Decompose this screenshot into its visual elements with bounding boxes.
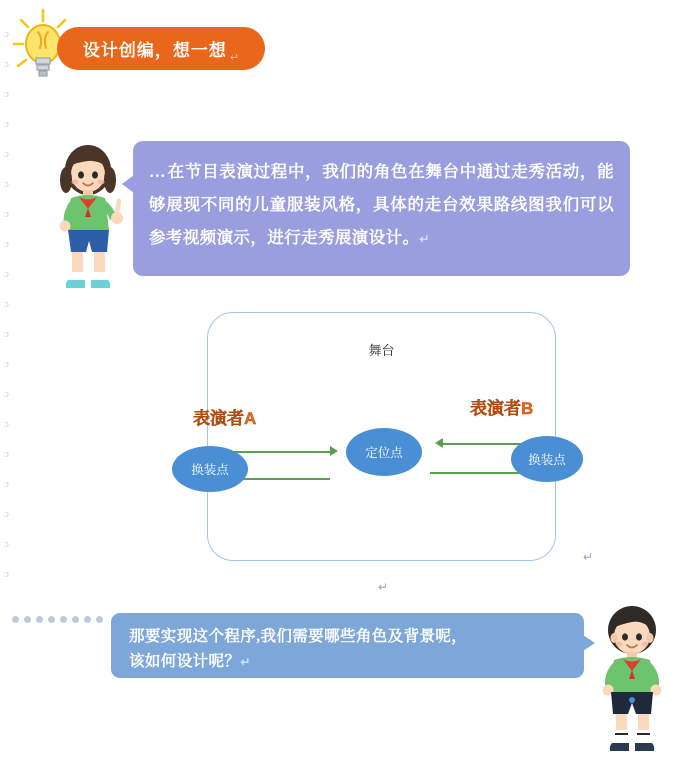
return-mark-1: ↵	[583, 550, 594, 564]
dot	[60, 616, 67, 623]
arrow-b-bottom-line	[430, 472, 531, 474]
node-position-point: 定位点	[346, 428, 422, 476]
margin-mark: ɔ	[4, 58, 9, 70]
margin-mark: ɔ	[4, 418, 9, 430]
margin-mark: ɔ	[4, 448, 9, 460]
speech-bubble-blue-line2-wrap	[129, 649, 566, 675]
margin-mark: ɔ	[4, 118, 9, 130]
margin-mark: ɔ	[4, 298, 9, 310]
margin-mark: ɔ	[4, 88, 9, 100]
margin-mark: ɔ	[4, 178, 9, 190]
margin-mark: ɔ	[4, 148, 9, 160]
girl-illustration	[45, 140, 131, 292]
margin-mark: ɔ	[4, 388, 9, 400]
speech-bubble-purple	[133, 141, 630, 276]
node-change-point-b: 换装点	[511, 436, 583, 482]
margin-mark: ɔ	[4, 268, 9, 280]
purple-return-mark: ↵	[419, 232, 430, 246]
margin-mark: ɔ	[4, 508, 9, 520]
section-banner-label: 设计创编，想一想	[82, 41, 227, 60]
dotted-connector	[12, 616, 112, 624]
margin-mark: ɔ	[4, 568, 9, 580]
margin-mark: ɔ	[4, 358, 9, 370]
banner-return-mark: ↵	[229, 52, 240, 64]
speech-bubble-blue-line1: 那要实现这个程序,我们需要哪些角色及背景呢，	[129, 628, 468, 645]
return-mark-2: ↵	[378, 580, 389, 594]
margin-mark: ɔ	[4, 328, 9, 340]
lead-dots: …	[149, 162, 168, 181]
dot	[96, 616, 103, 623]
performer-b-label: 表演者B	[470, 399, 534, 418]
margin-mark: ɔ	[4, 478, 9, 490]
blue-return-mark: ↵	[240, 655, 251, 669]
speech-bubble-purple-text	[149, 155, 614, 256]
arrow-a-bottom-line	[232, 478, 330, 480]
dot	[48, 616, 55, 623]
dot	[24, 616, 31, 623]
dot	[72, 616, 79, 623]
dot	[36, 616, 43, 623]
margin-mark: ɔ	[4, 538, 9, 550]
arrow-a-top-head	[330, 446, 338, 456]
speech-bubble-purple-body: 在节目表演过程中，我们的角色在舞台中通过走秀活动，能够展现不同的儿童服装风格，具体的走台效果路线图我们可以参考视频演示，进行走秀展演设计。	[149, 162, 614, 247]
speech-bubble-blue	[111, 613, 584, 678]
node-change-point-a: 换装点	[172, 446, 248, 492]
section-banner	[57, 27, 265, 70]
arrow-b-top-head	[435, 438, 443, 448]
arrow-a-top-line	[232, 451, 330, 453]
boy-illustration	[586, 600, 678, 753]
performer-a-label: 表演者A	[193, 409, 257, 428]
stage-label: 舞台	[368, 343, 395, 358]
margin-mark: ɔ	[4, 208, 9, 220]
margin-marks	[4, 0, 18, 753]
dot	[84, 616, 91, 623]
margin-mark: ɔ	[4, 238, 9, 250]
dot	[12, 616, 19, 623]
speech-bubble-blue-line2: 该如何设计呢？	[129, 653, 241, 670]
margin-mark: ɔ	[4, 28, 9, 40]
